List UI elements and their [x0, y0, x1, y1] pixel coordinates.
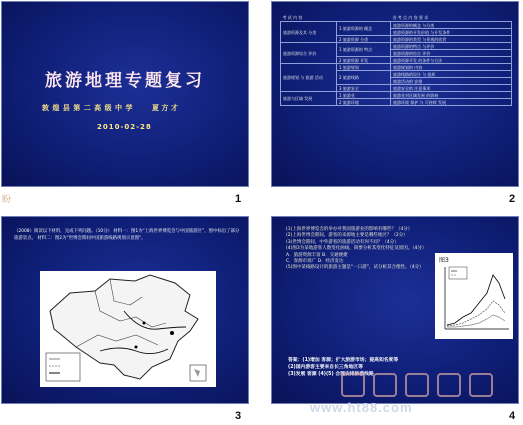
question-line: (2)上海世博会期间，游客的来源地主要是哪些地区？（2分）	[286, 233, 408, 239]
table-row: 旅游资源的开发价值 与开发条件	[281, 29, 512, 36]
table-row: 旅游与区域 发展 1 旅游业 旅游业对区域发展 的影响	[281, 92, 512, 99]
table-row: 2 旅游线路 旅游线路的设计 与 组织	[281, 71, 512, 78]
tourist-trend-chart	[435, 253, 513, 339]
map-illustration	[40, 271, 216, 387]
table-header-cell: 各 考 点 内 容 要 求	[392, 15, 429, 20]
slide-3-thumbnail[interactable]	[1, 216, 249, 404]
table-row: 旅游资源综合 评价 1 旅游资源的 特点 旅游资源的特点 与评价	[281, 43, 512, 50]
answer-line: 答案：(1)增加 客源；扩大旅游市场；提高知名度等	[288, 358, 399, 363]
slide-1-title: 旅游地理专题复习	[45, 71, 205, 91]
slide-2-thumbnail[interactable]	[271, 1, 519, 187]
slide-number-2: 2	[509, 193, 516, 205]
question-line: (3)世博会期间，中外游客的旅游活动有何不同？（4分）	[286, 239, 399, 245]
slide-4-question-list	[286, 227, 436, 272]
question-line: A．旅游资源丰富 B．交通便捷	[286, 252, 348, 258]
table-header-cell: 考 试 内 容	[282, 15, 303, 20]
answer-line: (3)发展 客源 (4)(5) 合理安排旅游线路	[288, 372, 374, 377]
question-line: (4)图3为某地游客人数变化曲线，简要分析其变化特征及原因。（4分）	[286, 246, 427, 252]
slide-1-date: 2010-02-28	[97, 123, 152, 131]
slide-1-author: 夏 方 才	[152, 104, 178, 112]
table-row: 旅游规划 与 旅游 活动 1 旅游规划 旅游规划的 内容	[281, 64, 512, 71]
answer-line: (2)国内游客主要来自长三角地区等	[288, 365, 363, 370]
slide-1-school: 敦 煌 县 第 二 高 级 中 学	[42, 104, 133, 112]
table-row: 2 旅游环境 旅游环境 保护 与 可持续 发展	[281, 99, 512, 106]
table-row: 2 旅游资源 开发 旅游资源开发 的条件与方法	[281, 57, 512, 64]
watermark-logo	[282, 372, 512, 402]
slide-number-3: 3	[235, 410, 242, 422]
table-header-row	[281, 14, 512, 22]
slide-number-1: 1	[235, 193, 242, 205]
chart-illustration	[435, 253, 513, 339]
slide-3-question-text: （2008）阅读以下材料，完成下列问题。（10分） 材料一：图1为“上海世界博览会与中国旅游区”，图中标出了部分旅游景点。 材料二：图2为“世博会期间中国旅游线路规划示意图”。	[14, 229, 240, 241]
table-row: 旅游资源及其 分类 1 旅游资源的 概念 旅游资源的概念 与分类	[281, 22, 512, 29]
slide-1-thumbnail[interactable]	[1, 1, 249, 187]
table-row: 3 旅游安全 旅游安全的 注意事项	[281, 85, 512, 92]
question-line: C．客源市场广 D．经济发达	[286, 259, 344, 265]
watermark-url: www.ht88.com	[310, 400, 413, 415]
side-mark: 盼	[2, 195, 12, 205]
chart-caption: 图3	[439, 257, 449, 264]
table-row: 2 旅游资源 分类 旅游资源的类型 与景观的欣赏	[281, 36, 512, 43]
slide-number-4: 4	[509, 410, 516, 422]
syllabus-table	[280, 14, 512, 106]
question-line: (1)上海世界博览会的举办对我国旅游业的影响有哪些？（4分）	[286, 227, 413, 232]
question-line: (5)图中某线路设计的旅游主题是“一日游”，试分析其合理性。（4分）	[286, 265, 424, 271]
table-row: 旅游资源的综合 评价	[281, 50, 512, 57]
table-row: 旅游活动的 安排	[281, 78, 512, 85]
china-map-figure	[40, 271, 216, 387]
